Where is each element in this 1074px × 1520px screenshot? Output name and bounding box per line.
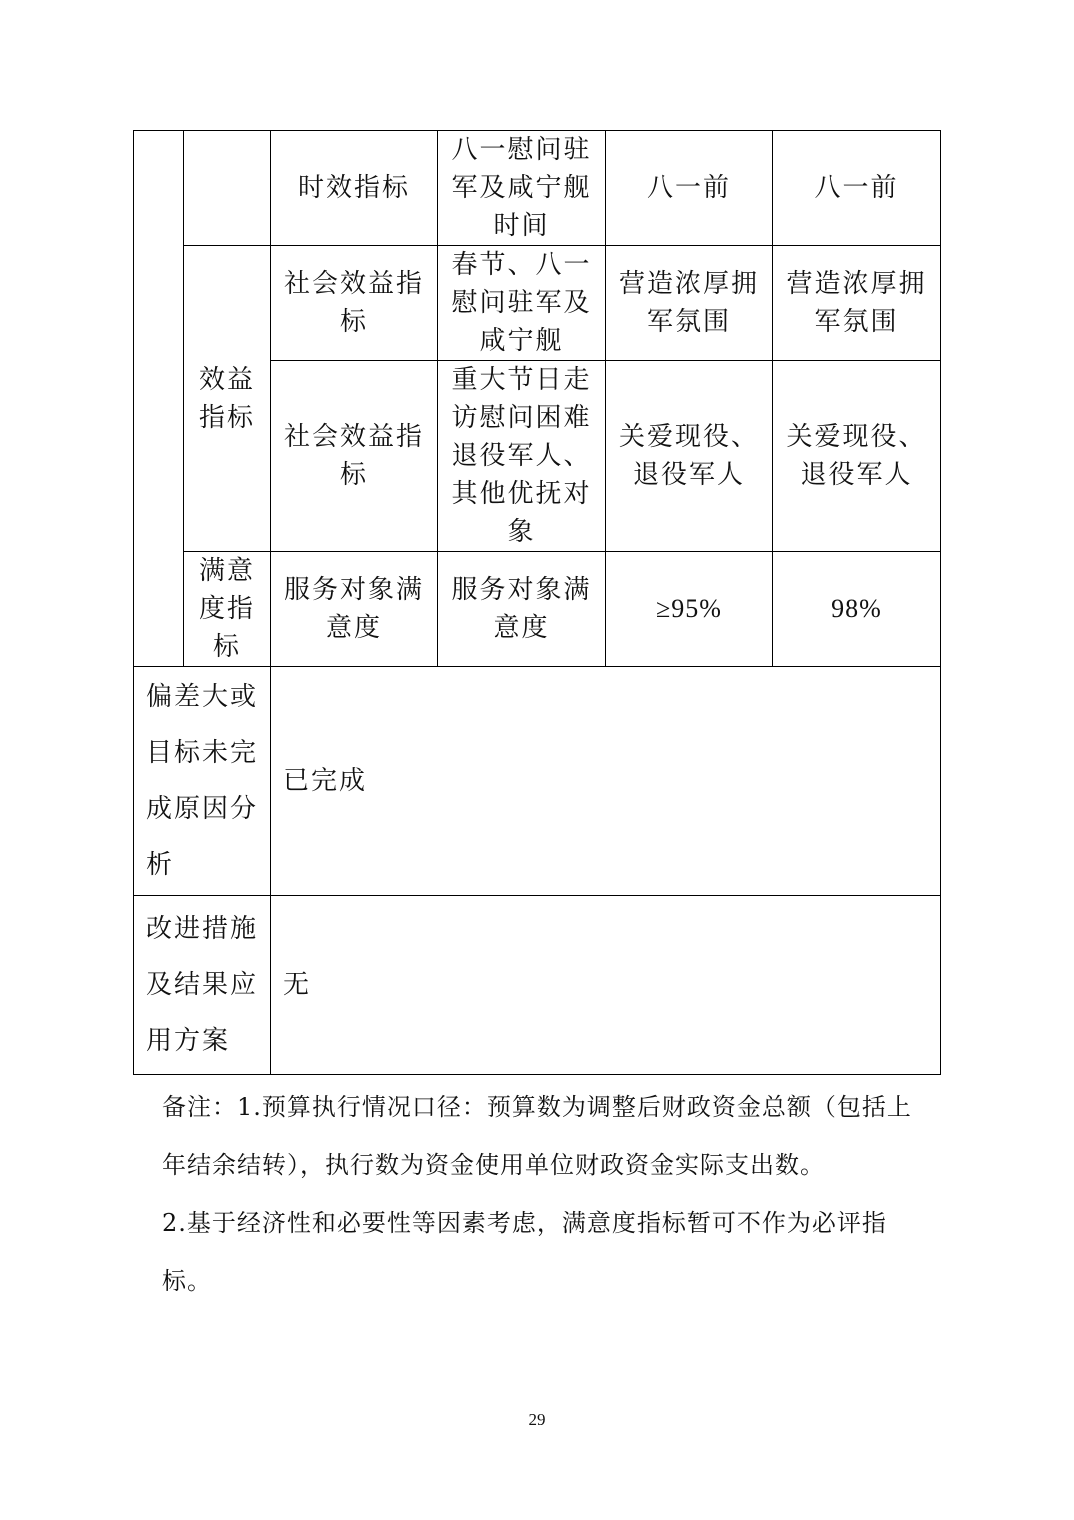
table-cell: ≥95%	[606, 552, 773, 667]
table-cell: 98%	[773, 552, 941, 667]
table-row	[134, 246, 941, 361]
note-2: 2.基于经济性和必要性等因素考虑，满意度指标暂可不作为必评指标。	[162, 1209, 887, 1295]
table-row	[134, 896, 941, 1075]
table-cell: 八一前	[773, 131, 941, 246]
table-cell: 时效指标	[271, 131, 438, 246]
satisfaction-indicator-label: 满意度指标	[184, 552, 271, 667]
table-cell: 服务对象满意度	[271, 552, 438, 667]
table-cell: 营造浓厚拥军氛围	[606, 246, 773, 361]
improvement-plan-label: 改进措施及结果应用方案	[134, 896, 271, 1075]
table-cell: 八一慰问驻军及咸宁舰时间	[438, 131, 606, 246]
table-cell: 服务对象满意度	[438, 552, 606, 667]
table-cell	[184, 131, 271, 246]
deviation-analysis-label: 偏差大或目标未完成原因分析	[134, 667, 271, 896]
table-cell: 春节、八一慰问驻军及咸宁舰	[438, 246, 606, 361]
performance-indicator-table	[133, 130, 941, 1075]
table-cell: 社会效益指标	[271, 246, 438, 361]
table-cell: 营造浓厚拥军氛围	[773, 246, 941, 361]
table-cell: 关爱现役、退役军人	[606, 361, 773, 552]
table-cell: 关爱现役、退役军人	[773, 361, 941, 552]
table-row	[134, 131, 941, 246]
table-cell: 重大节日走访慰问困难退役军人、其他优抚对象	[438, 361, 606, 552]
table-cell: 八一前	[606, 131, 773, 246]
notes-section	[162, 1078, 922, 1310]
table-row	[134, 667, 941, 896]
page-number: 29	[528, 1410, 546, 1429]
improvement-plan-value: 无	[271, 896, 941, 1075]
deviation-analysis-value: 已完成	[271, 667, 941, 896]
table-cell-lead	[134, 131, 184, 667]
table-row	[134, 552, 941, 667]
table-cell: 社会效益指标	[271, 361, 438, 552]
benefit-indicator-label: 效益指标	[184, 246, 271, 552]
note-1: 备注：1.预算执行情况口径：预算数为调整后财政资金总额（包括上年结余结转），执行数为资金使用单位财政资金实际支出数。	[162, 1093, 912, 1179]
